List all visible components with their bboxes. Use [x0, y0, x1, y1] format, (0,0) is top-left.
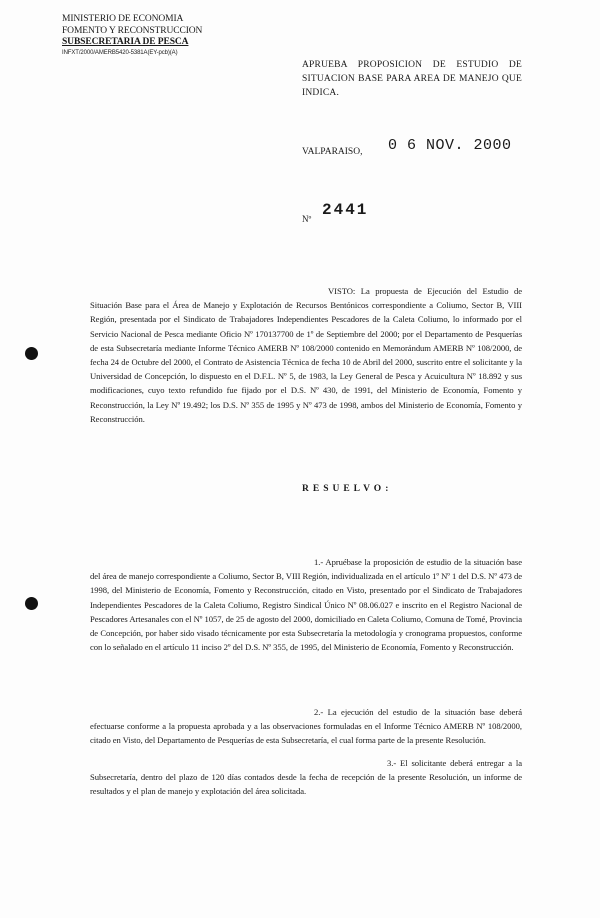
- resuelvo-heading: RESUELVO:: [302, 484, 393, 494]
- ministry-name: MINISTERIO DE ECONOMIA: [62, 14, 184, 24]
- date-stamp: 0 6 NOV. 2000: [388, 137, 512, 154]
- ministry-subtitle: FOMENTO Y RECONSTRUCCION: [62, 25, 203, 36]
- number-label: Nº: [302, 214, 312, 224]
- resolution-number: 2441: [322, 201, 369, 219]
- undersecretariat-name: SUBSECRETARIA DE PESCA: [62, 37, 189, 47]
- punch-hole-top: [25, 347, 38, 360]
- resolution-item-1: 1.- Apruébase la proposición de estudio de la situación base del área de manejo correspondiente a Coliumo, Sector B, VIII Región, individualizada en el artículo 1º Nº 1 del D.S. Nº 473 de 1998, del Ministerio de Economía, Fomento y Reconstrucción, citado en Visto, presentado por el Sindicato de Trabajadores Independientes Pescadores de la Caleta Coliumo, Registro Sindical Único Nº 08.06.027 e inscrito en el Registro Nacional de Pescadores Artesanales con el Nº 1057, de 25 de agosto del 2000, domiciliado en Caleta Coliumo, Comuna de Tomé, Provincia de Concepción, por haber sido visado técnicamente por esta Subsecretaría la metodología y cronograma propuestos, conforme con lo señalado en el artículo 11 inciso 2º del D.S. Nº 355, de 1995, del Ministerio de Economía, Fomento y Reconstrucción.: [90, 557, 522, 653]
- letterhead: [62, 14, 202, 58]
- punch-hole-bottom: [25, 597, 38, 610]
- file-reference: INFXT/2000/AMERB5420-5381A(EY-pcb)(A): [62, 49, 178, 56]
- resolution-item-3: 3.- El solicitante deberá entregar a la Subsecretaría, dentro del plazo de 120 días contados desde la fecha de recepción de la presente Resolución, un informe de resultados y el plan de manejo y explotación del área solicitada.: [90, 758, 522, 797]
- resolution-subject: APRUEBA PROPOSICION DE ESTUDIO DE SITUACION BASE PARA AREA DE MANEJO QUE INDICA.: [302, 60, 522, 98]
- resolution-item-2: 2.- La ejecución del estudio de la situación base deberá efectuarse conforme a la propuesta aprobada y a las observaciones formuladas en el Informe Técnico AMERB Nº 108/2000, citado en Visto, del Departamento de Pesquerías de esta Subsecretaría, el cual forma parte de la presente Resolución.: [90, 707, 522, 746]
- place-label: VALPARAISO,: [302, 147, 363, 157]
- visto-paragraph: VISTO: La propuesta de Ejecución del Estudio de Situación Base para el Área de Manejo y Explotación de Recursos Bentónicos correspondiente a Coliumo, Sector B, VIII Región, presentada por el Sindicato de Trabajadores Independientes Pescadores de la Caleta Coliumo, lo informado por el Servicio Nacional de Pesca mediante Oficio Nº 170137700 de 1º de Septiembre del 2000; por el Departamento de Pesquerías de esta Subsecretaría mediante Informe Técnico AMERB Nº 108/2000 contenido en Memorándum AMERB Nº 108/2000, de fecha 24 de Octubre del 2000, el Contrato de Asistencia Técnica de fecha 10 de Abril del 2000, suscrito entre el solicitante y la Universidad de Concepción, lo dispuesto en el D.F.L. Nº 5, de 1983, la Ley General de Pesca y Acuicultura Nº 18.892 y sus modificaciones, cuyo texto refundido fue fijado por el D.S. Nº 430, de 1991, del Ministerio de Economía, Fomento y Reconstrucción, la Ley Nº 19.492; los D.S. Nº 355 de 1995 y Nº 473 de 1998, ambos del Ministerio de Economía, Fomento y Reconstrucción.: [90, 286, 522, 424]
